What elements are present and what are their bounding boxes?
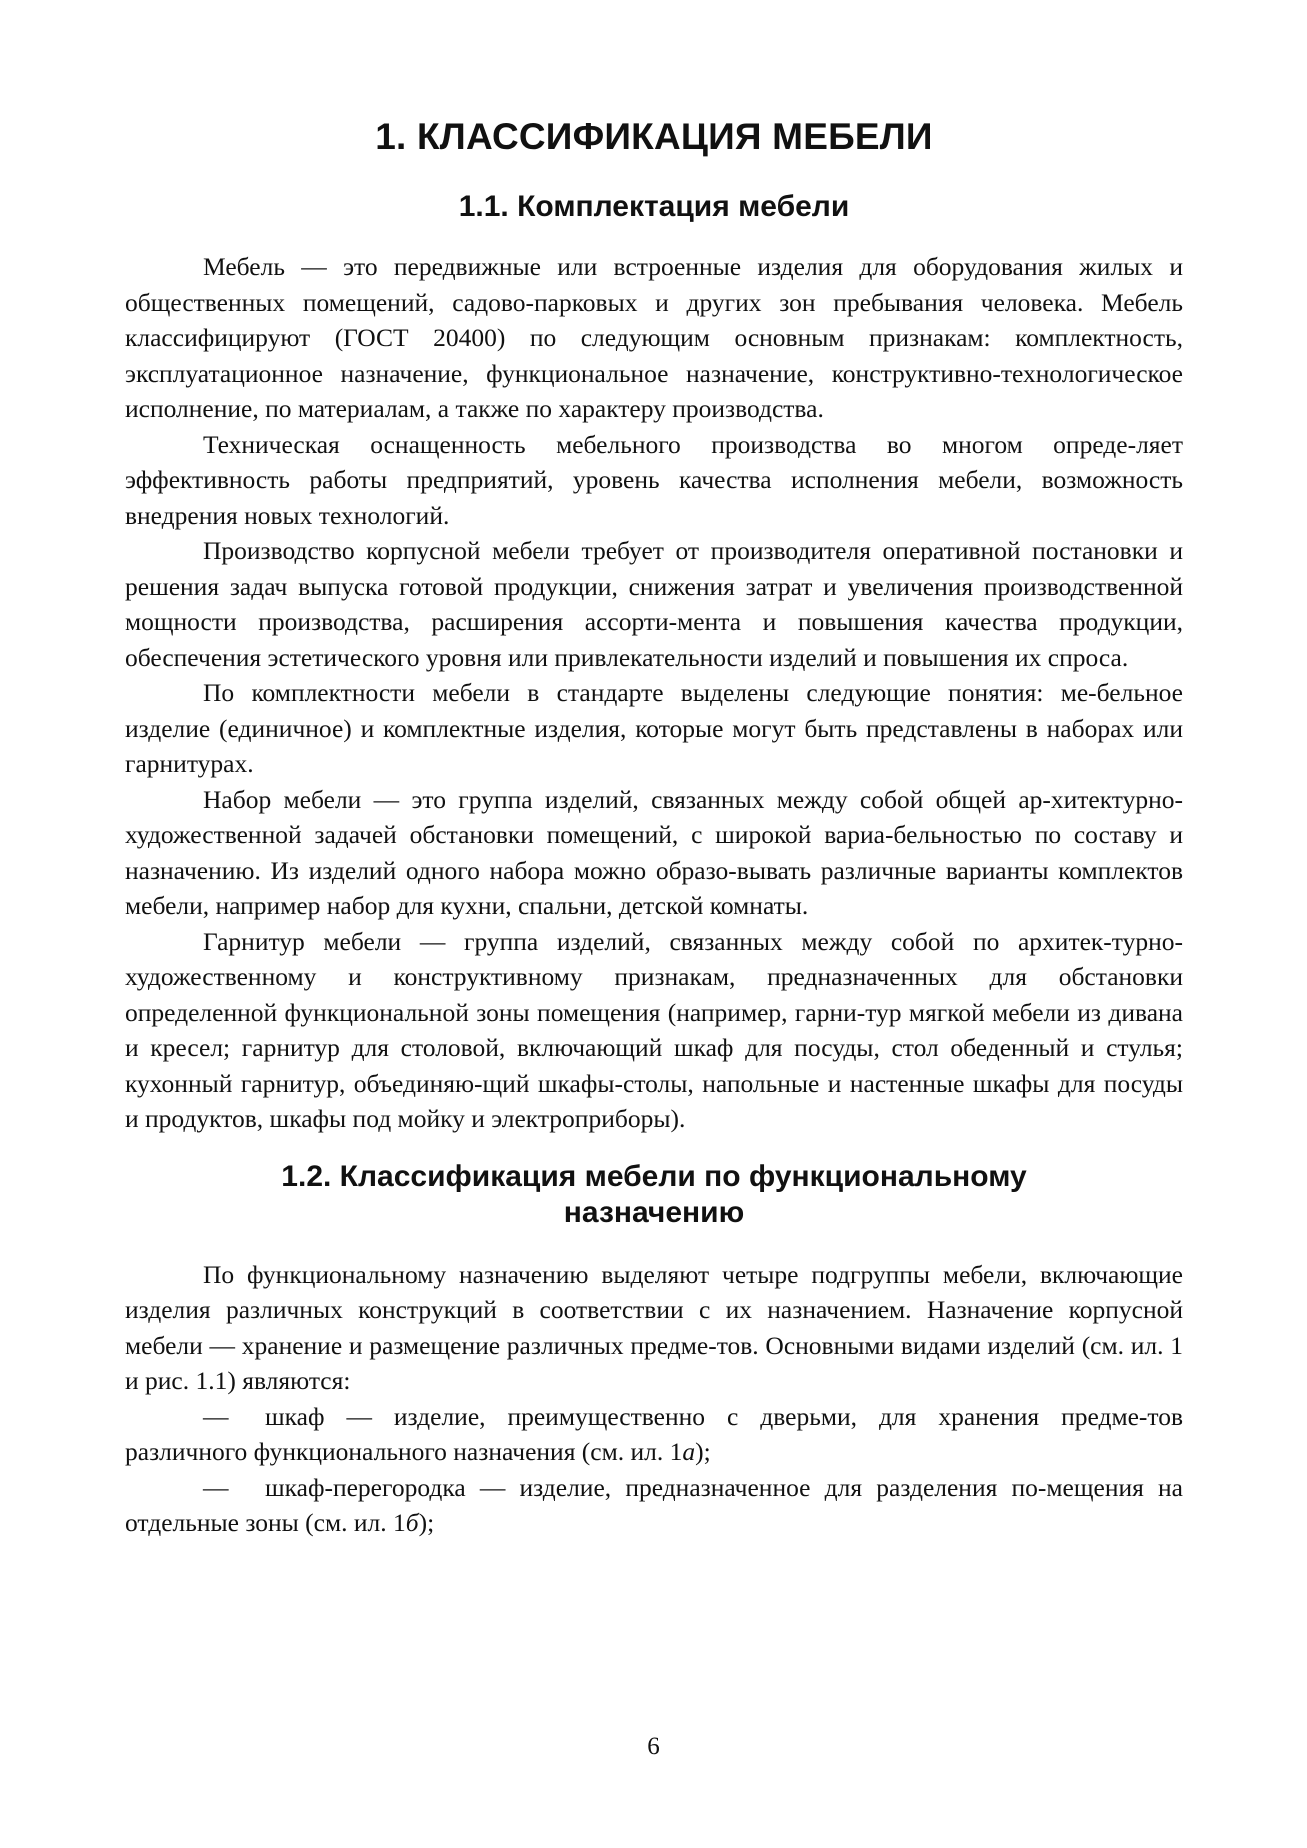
section-1-1	[125, 189, 1183, 1137]
page-number: 6	[647, 1733, 660, 1760]
section-heading-line-1: 1.2. Классификация мебели по функциональному	[281, 1159, 1027, 1193]
list-item-tail: );	[418, 1508, 435, 1538]
paragraph: По комплектности мебели в стандарте выделены следующие понятия: ме-бельное изделие (единичное) и комплектные изделия, которые могут быть представлены в наборах или гарнитурах.	[125, 678, 1183, 779]
list-item	[125, 1399, 1183, 1470]
page	[125, 115, 1183, 1541]
paragraph: Набор мебели — это группа изделий, связанных между собой общей ар-хитектурно-художественной задачей обстановки помещений, с широкой вариа-бельностью по составу и назначению. Из изделий одного набора можно образо-вывать различные варианты комплектов мебели, например набор для кухни, спальни, детской комнаты.	[125, 784, 1183, 921]
list-item-text: шкаф — изделие, преимущественно с дверьми, для хранения предме-тов различного функционального назначения (см. ил. 1	[125, 1401, 1183, 1467]
list-dash: —	[203, 1401, 229, 1431]
paragraph: Производство корпусной мебели требует от производителя оперативной постановки и решения задач выпуска готовой продукции, снижения затрат и увеличения производственной мощности производства, расширения ассорти-мента и повышения качества продукции, обеспечения эстетического уровня или привлекательности изделий и повышения их спроса.	[125, 536, 1183, 672]
chapter-title: 1. КЛАССИФИКАЦИЯ МЕБЕЛИ	[375, 116, 933, 157]
section-heading-line-2: назначению	[563, 1195, 745, 1229]
list-item-italic: б	[405, 1508, 419, 1538]
section-1-2	[125, 1159, 1183, 1541]
paragraph: Техническая оснащенность мебельного производства во многом опреде-ляет эффективность работы предприятий, уровень качества исполнения мебели, возможность внедрения новых технологий.	[125, 429, 1183, 530]
list-dash: —	[203, 1472, 229, 1502]
paragraph: Гарнитур мебели — группа изделий, связанных между собой по архитек-турно-художественному и конструктивному признакам, предназначенных для обстановки определенной функциональной зоны помещения (например, гарни-тур мягкой мебели из дивана и кресел; гарнитур для столовой, включающий шкаф для посуды, стол обеденный и стулья; кухонный гарнитур, объединяю-щий шкафы-столы, напольные и настенные шкафы для посуды и продуктов, шкафы под мойку и электроприборы).	[125, 926, 1183, 1134]
paragraph: Мебель — это передвижные или встроенные изделия для оборудования жилых и общественных помещений, садово-парковых и других зон пребывания человека. Мебель классифицируют (ГОСТ 20400) по следующим основным признакам: комплектность, эксплуатационное назначение, функциональное назначение, конструктивно-технологическое исполнение, по материалам, а также по характеру производства.	[125, 252, 1183, 424]
list-item	[125, 1470, 1183, 1541]
section-heading	[125, 1159, 1183, 1231]
list-item-tail: );	[695, 1437, 711, 1467]
paragraph: По функциональному назначению выделяют четыре подгруппы мебели, включающие изделия различных конструкций в соответствии с их назначением. Назначение корпусной мебели — хранение и размещение различных предме-тов. Основными видами изделий (см. ил. 1 и рис. 1.1) являются:	[125, 1259, 1183, 1396]
list-item-italic: а	[682, 1437, 696, 1467]
section-heading: 1.1. Комплектация мебели	[458, 190, 850, 224]
list-item-text: шкаф-перегородка — изделие, предназначенное для разделения по-мещения на отдельные зоны (см. ил. 1	[125, 1472, 1183, 1538]
